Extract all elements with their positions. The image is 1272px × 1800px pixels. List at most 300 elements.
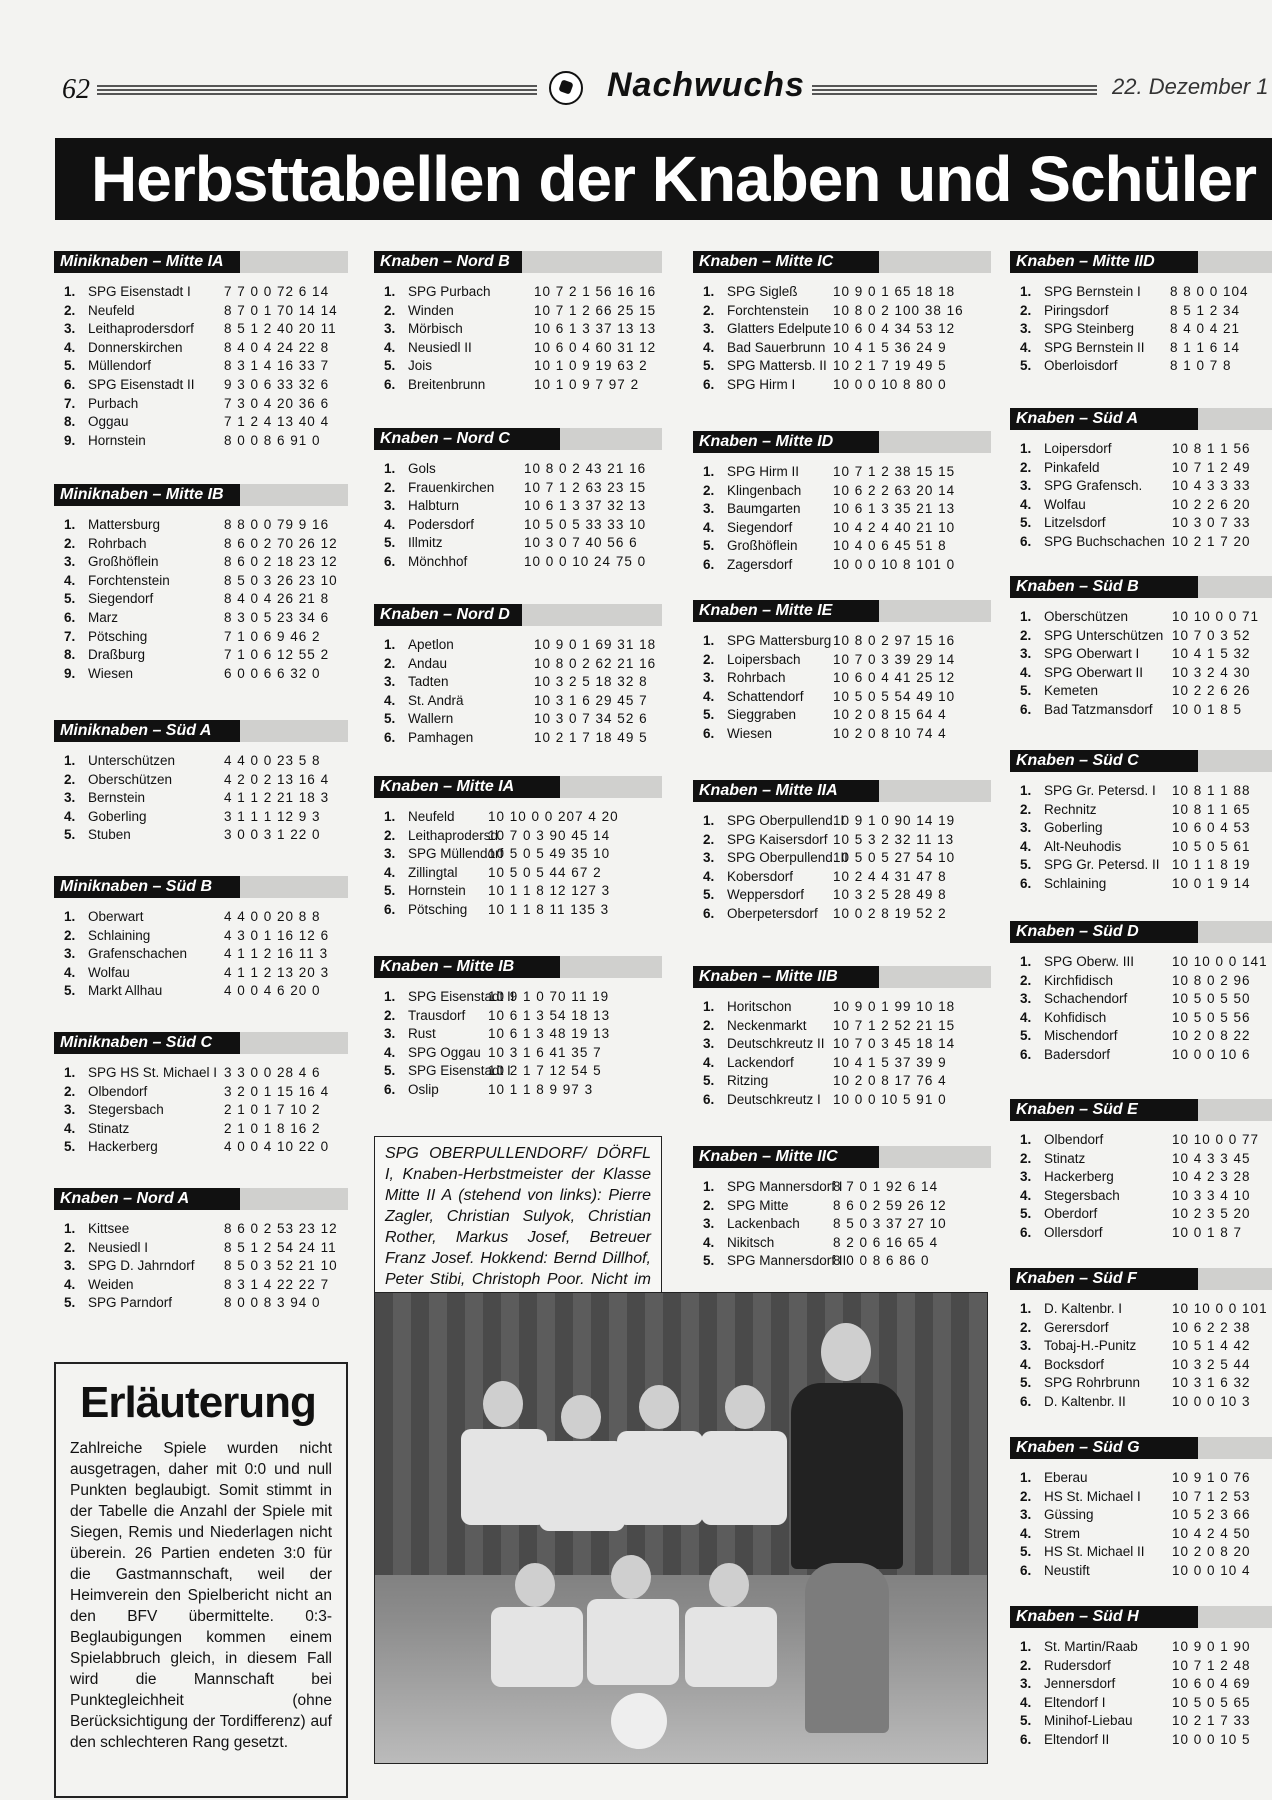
rank-cell: 5. <box>1020 358 1032 374</box>
rank-cell: 4. <box>1020 1694 1032 1710</box>
team-stats: 10 0 0 10 5 <box>1172 1731 1251 1747</box>
team-stats: 10 2 1 7 20 <box>1172 533 1251 549</box>
table-row <box>374 1062 662 1081</box>
team-name: SPG Eisenstadt I <box>88 284 191 299</box>
rank-cell: 4. <box>703 519 715 535</box>
table-row <box>54 927 348 946</box>
table-row <box>374 1007 662 1026</box>
table-row <box>54 789 348 808</box>
team-name: Kohfidisch <box>1044 1009 1107 1025</box>
team-stats: 10 2 1 7 12 54 5 <box>488 1063 602 1079</box>
team-name: SPG Mannersdorf II <box>727 1253 847 1269</box>
table-row <box>1010 1393 1272 1412</box>
table-title: Knaben – Mitte IIA <box>693 780 879 802</box>
rank-cell: 5. <box>384 535 396 551</box>
team-name: Nikitsch <box>727 1234 775 1250</box>
table-row <box>374 1025 662 1044</box>
rank-cell: 2. <box>703 651 715 667</box>
table-row <box>693 283 991 302</box>
team-stats: 10 0 1 9 14 <box>1172 875 1251 891</box>
rank-cell: 1. <box>703 464 715 479</box>
standings-table <box>1010 921 1272 1065</box>
team-stats: 10 4 2 4 50 <box>1172 1525 1251 1541</box>
team-stats: 8 3 1 4 22 22 7 <box>224 1276 330 1292</box>
table-row <box>1010 875 1272 894</box>
rank-cell: 3. <box>703 321 715 337</box>
team-name: SPG Kaisersdorf <box>727 831 828 847</box>
team-name: Hackerberg <box>1044 1169 1114 1185</box>
rank-cell: 4. <box>1020 1356 1032 1372</box>
team-stats: 10 10 0 0 207 4 20 <box>488 809 619 824</box>
team-stats: 10 5 0 5 54 49 10 <box>833 688 956 704</box>
photo-person <box>561 1395 601 1439</box>
rank-cell: 4. <box>64 1120 76 1136</box>
table-row <box>693 1252 991 1271</box>
team-stats: 10 4 2 4 40 21 10 <box>833 519 956 535</box>
team-stats: 8 8 0 0 104 <box>1170 284 1249 299</box>
table-row <box>693 812 991 831</box>
rank-cell: 5. <box>1020 1206 1032 1222</box>
explanation-title: Erläuterung <box>80 1378 316 1427</box>
rank-cell: 5. <box>703 1073 715 1089</box>
team-name: Schlaining <box>1044 875 1107 891</box>
rank-cell: 2. <box>1020 1150 1032 1166</box>
team-name: SPG Mattersb. II <box>727 358 827 374</box>
rank-cell: 3. <box>1020 1169 1032 1185</box>
table-title: Knaben – Mitte IC <box>693 251 879 273</box>
table-title: Miniknaben – Mitte IA <box>54 251 240 273</box>
team-name: Donnerskirchen <box>88 339 183 355</box>
rank-cell: 4. <box>703 688 715 704</box>
table-row <box>693 320 991 339</box>
team-name: Bad Tatzmansdorf <box>1044 701 1153 717</box>
table-row <box>693 725 991 744</box>
photo-person <box>491 1607 583 1687</box>
table-header <box>1010 750 1272 772</box>
table-row <box>693 998 991 1017</box>
team-name: Schachendorf <box>1044 991 1128 1007</box>
rank-cell: 6. <box>703 556 715 572</box>
team-name: Großhöflein <box>727 538 798 554</box>
team-name: D. Kaltenbr. II <box>1044 1393 1126 1409</box>
team-stats: 10 8 0 2 43 21 16 <box>524 461 647 476</box>
table-title: Knaben – Mitte IA <box>374 776 560 798</box>
team-name: Zillingtal <box>408 864 458 880</box>
table-row <box>54 357 348 376</box>
rank-cell: 6. <box>703 905 715 921</box>
team-stats: 10 3 0 7 40 56 6 <box>524 535 638 551</box>
team-name: Oberschützen <box>88 771 173 787</box>
team-stats: 8 4 0 4 21 <box>1170 321 1241 337</box>
table-title: Knaben – Mitte IB <box>374 956 560 978</box>
table-row <box>374 497 662 516</box>
rank-cell: 4. <box>64 964 76 980</box>
table-row <box>693 482 991 501</box>
team-name: Oberdorf <box>1044 1206 1098 1222</box>
table-row <box>374 845 662 864</box>
team-stats: 10 2 0 8 22 <box>1172 1028 1251 1044</box>
rank-cell: 4. <box>1020 1009 1032 1025</box>
team-name: Minihof-Liebau <box>1044 1713 1133 1729</box>
table-row <box>374 827 662 846</box>
team-name: Loipersdorf <box>1044 441 1112 456</box>
photo-person <box>685 1607 777 1687</box>
standings-table <box>693 600 991 744</box>
rank-cell: 3. <box>64 946 76 962</box>
rank-cell: 7. <box>64 395 76 411</box>
table-row <box>693 556 991 575</box>
team-stats: 8 5 0 3 26 23 10 <box>224 572 338 588</box>
rank-cell: 3. <box>64 321 76 337</box>
team-name: SPG Hirm I <box>727 376 796 392</box>
team-stats: 10 2 1 7 19 49 5 <box>833 358 947 374</box>
team-stats: 10 8 1 1 88 <box>1172 783 1251 798</box>
table-row <box>1010 477 1272 496</box>
table-row <box>693 1091 991 1110</box>
team-stats: 4 1 1 2 13 20 3 <box>224 964 330 980</box>
team-name: Klingenbach <box>727 482 802 498</box>
team-stats: 10 2 4 4 31 47 8 <box>833 868 947 884</box>
table-row <box>374 357 662 376</box>
table-row <box>1010 1356 1272 1375</box>
table-header <box>374 428 662 450</box>
team-name: Deutschkreutz I <box>727 1091 821 1107</box>
team-name: D. Kaltenbr. I <box>1044 1301 1123 1316</box>
team-name: Breitenbrunn <box>408 376 486 392</box>
table-row <box>54 590 348 609</box>
table-row <box>374 808 662 827</box>
table-row <box>1010 320 1272 339</box>
team-stats: 10 7 1 2 48 <box>1172 1657 1251 1673</box>
table-row <box>374 864 662 883</box>
table-row <box>693 463 991 482</box>
team-stats: 4 3 0 1 16 12 6 <box>224 927 330 943</box>
rank-cell: 4. <box>64 339 76 355</box>
team-stats: 8 7 0 1 92 6 14 <box>833 1179 939 1194</box>
rank-cell: 5. <box>64 591 76 607</box>
team-name: SPG Bernstein II <box>1044 339 1145 355</box>
table-row <box>54 982 348 1001</box>
rank-cell: 5. <box>1020 1028 1032 1044</box>
team-stats: 10 1 1 8 19 <box>1172 857 1251 873</box>
team-name: Wiesen <box>88 665 134 681</box>
team-stats: 10 3 2 5 44 <box>1172 1356 1251 1372</box>
team-stats: 10 6 0 4 41 25 12 <box>833 670 956 686</box>
team-name: Siegendorf <box>88 591 154 607</box>
table-row <box>1010 514 1272 533</box>
rank-cell: 3. <box>1020 1338 1032 1354</box>
table-row <box>1010 1675 1272 1694</box>
rank-cell: 6. <box>384 1081 396 1097</box>
page-header <box>52 68 1272 112</box>
team-name: Stegersbach <box>88 1102 164 1118</box>
rank-cell: 4. <box>384 692 396 708</box>
rank-cell: 1. <box>64 1221 76 1236</box>
table-row <box>54 572 348 591</box>
table-row <box>54 395 348 414</box>
team-stats: 8 7 0 1 70 14 14 <box>224 302 338 318</box>
rank-cell: 1. <box>384 809 396 824</box>
team-name: Kemeten <box>1044 683 1099 699</box>
rank-cell: 2. <box>384 827 396 843</box>
team-stats: 10 3 1 6 29 45 7 <box>534 692 648 708</box>
rank-cell: 5. <box>384 883 396 899</box>
table-row <box>374 655 662 674</box>
rank-cell: 3. <box>703 1036 715 1052</box>
table-row <box>374 479 662 498</box>
table-header <box>1010 1268 1272 1290</box>
photo-person <box>709 1563 749 1607</box>
rank-cell: 4. <box>703 868 715 884</box>
team-name: Loipersbach <box>727 651 801 667</box>
rank-cell: 1. <box>384 284 396 299</box>
photo-person <box>539 1441 625 1531</box>
team-stats: 10 7 0 3 39 29 14 <box>833 651 956 667</box>
team-name: SPG Eisenstadt II <box>88 376 195 392</box>
team-stats: 10 0 0 10 4 <box>1172 1562 1251 1578</box>
rank-cell: 6. <box>1020 1224 1032 1240</box>
table-row <box>1010 1374 1272 1393</box>
team-name: Pamhagen <box>408 729 474 745</box>
team-name: Deutschkreutz II <box>727 1036 825 1052</box>
team-stats: 10 10 0 0 141 <box>1172 954 1268 969</box>
team-stats: 10 0 0 10 8 80 0 <box>833 376 947 392</box>
rank-cell: 1. <box>703 999 715 1014</box>
table-row <box>1010 1046 1272 1065</box>
table-row <box>54 1257 348 1276</box>
table-row <box>1010 357 1272 376</box>
team-name: Bad Sauerbrunn <box>727 339 826 355</box>
table-row <box>693 831 991 850</box>
table-title: Knaben – Nord A <box>54 1188 240 1210</box>
table-title: Knaben – Süd D <box>1010 921 1198 943</box>
table-row <box>374 988 662 1007</box>
table-row <box>54 320 348 339</box>
table-row <box>54 908 348 927</box>
table-row <box>1010 608 1272 627</box>
team-name: Wallern <box>408 711 454 727</box>
team-stats: 10 3 2 5 28 49 8 <box>833 887 947 903</box>
table-title: Knaben – Süd E <box>1010 1099 1198 1121</box>
team-name: St. Martin/Raab <box>1044 1639 1138 1654</box>
team-name: SPG Buchschachen <box>1044 533 1165 549</box>
header-rule-left <box>97 85 537 95</box>
team-name: SPG Grafensch. <box>1044 478 1143 494</box>
rank-cell: 1. <box>384 461 396 476</box>
rank-cell: 3. <box>703 1216 715 1232</box>
table-row <box>693 1017 991 1036</box>
table-row <box>54 752 348 771</box>
table-header <box>374 956 662 978</box>
rank-cell: 1. <box>703 633 715 648</box>
team-name: SPG Parndorf <box>88 1295 173 1311</box>
team-stats: 8 5 1 2 40 20 11 <box>224 321 337 337</box>
headline: Herbsttabellen der Knaben und Schüler <box>55 138 1272 220</box>
team-name: Stegersbach <box>1044 1187 1120 1203</box>
table-row <box>693 376 991 395</box>
table-header <box>693 431 991 453</box>
table-row <box>374 302 662 321</box>
table-row <box>1010 1638 1272 1657</box>
table-row <box>54 339 348 358</box>
team-stats: 10 8 0 2 97 15 16 <box>833 633 956 648</box>
team-stats: 10 4 3 3 33 <box>1172 478 1251 494</box>
table-row <box>374 692 662 711</box>
table-row <box>693 500 991 519</box>
team-stats: 10 2 2 6 26 <box>1172 683 1251 699</box>
team-name: Kittsee <box>88 1221 130 1236</box>
table-header <box>54 876 348 898</box>
rank-cell: 1. <box>384 637 396 652</box>
team-name: SPG Oberw. III <box>1044 954 1135 969</box>
table-row <box>374 516 662 535</box>
header-rule-right <box>812 85 1097 95</box>
standings-table <box>693 431 991 575</box>
team-name: Leithaprodersd. <box>408 827 502 843</box>
team-name: Mattersburg <box>88 517 161 532</box>
rank-cell: 5. <box>384 1063 396 1079</box>
rank-cell: 3. <box>1020 1676 1032 1692</box>
rank-cell: 1. <box>1020 1639 1032 1654</box>
issue-date: 22. Dezember 1 <box>1112 74 1269 99</box>
team-name: Litzelsdorf <box>1044 515 1106 531</box>
team-name: Goberling <box>1044 820 1103 836</box>
table-row <box>1010 645 1272 664</box>
team-name: SPG Oberpullend. I <box>727 813 845 828</box>
team-name: Piringsdorf <box>1044 302 1109 318</box>
table-row <box>1010 1488 1272 1507</box>
rank-cell: 4. <box>384 1044 396 1060</box>
rank-cell: 3. <box>1020 321 1032 337</box>
table-row <box>1010 1150 1272 1169</box>
rank-cell: 3. <box>384 846 396 862</box>
team-name: Tobaj-H.-Punitz <box>1044 1338 1137 1354</box>
team-stats: 10 5 0 5 50 <box>1172 991 1251 1007</box>
team-stats: 3 2 0 1 15 16 4 <box>224 1083 330 1099</box>
rank-cell: 2. <box>64 1239 76 1255</box>
standings-table <box>693 780 991 924</box>
standings-table <box>54 251 348 450</box>
team-stats: 7 7 0 0 72 6 14 <box>224 284 330 299</box>
team-stats: 10 10 0 0 77 <box>1172 1132 1260 1147</box>
team-stats: 4 4 0 0 23 5 8 <box>224 753 321 768</box>
standings-table <box>54 876 348 1001</box>
rank-cell: 2. <box>1020 627 1032 643</box>
rank-cell: 5. <box>703 358 715 374</box>
table-header <box>1010 1606 1272 1628</box>
team-name: Oberpetersdorf <box>727 905 818 921</box>
table-header <box>54 251 348 273</box>
team-stats: 10 1 0 9 19 63 2 <box>534 358 648 374</box>
table-row <box>1010 1469 1272 1488</box>
table-header <box>1010 576 1272 598</box>
explanation-box <box>54 1362 348 1798</box>
rank-cell: 3. <box>1020 820 1032 836</box>
table-row <box>1010 339 1272 358</box>
team-stats: 10 9 1 0 90 14 19 <box>833 813 956 828</box>
photo-person <box>611 1555 651 1599</box>
table-row <box>54 1138 348 1157</box>
rank-cell: 1. <box>64 909 76 924</box>
photo-person <box>805 1563 889 1733</box>
rank-cell: 5. <box>703 707 715 723</box>
team-stats: 10 6 1 3 48 19 13 <box>488 1026 611 1042</box>
team-stats: 10 6 1 3 37 32 13 <box>524 498 647 514</box>
rank-cell: 2. <box>64 302 76 318</box>
team-name: SPG Oberwart I <box>1044 646 1140 662</box>
rank-cell: 5. <box>1020 683 1032 699</box>
photo-person <box>725 1385 765 1429</box>
standings-table <box>374 956 662 1100</box>
team-stats: 10 3 2 4 30 <box>1172 664 1251 680</box>
team-name: Stinatz <box>88 1120 130 1136</box>
team-stats: 8 5 0 3 52 21 10 <box>224 1258 338 1274</box>
team-stats: 10 3 0 7 33 <box>1172 515 1251 531</box>
rank-cell: 3. <box>384 674 396 690</box>
table-row <box>693 849 991 868</box>
standings-table <box>374 251 662 395</box>
table-row <box>1010 533 1272 552</box>
table-row <box>1010 1168 1272 1187</box>
team-name: Rohrbach <box>727 670 786 686</box>
team-name: SPG Bernstein I <box>1044 284 1141 299</box>
team-stats: 10 4 1 5 37 39 9 <box>833 1054 947 1070</box>
table-row <box>693 537 991 556</box>
table-row <box>1010 856 1272 875</box>
team-stats: 10 1 1 8 12 127 3 <box>488 883 611 899</box>
team-name: Eltendorf I <box>1044 1694 1106 1710</box>
table-row <box>54 553 348 572</box>
rank-cell: 2. <box>1020 1488 1032 1504</box>
team-name: Kirchfidisch <box>1044 972 1114 988</box>
rank-cell: 5. <box>64 1139 76 1155</box>
team-stats: 10 7 0 3 52 <box>1172 627 1251 643</box>
table-row <box>1010 283 1272 302</box>
rank-cell: 3. <box>64 790 76 806</box>
table-row <box>1010 1224 1272 1243</box>
rank-cell: 6. <box>64 376 76 392</box>
team-stats: 10 5 0 5 33 33 10 <box>524 516 647 532</box>
team-name: Neufeld <box>408 809 455 824</box>
rank-cell: 5. <box>64 1295 76 1311</box>
rank-cell: 6. <box>703 1091 715 1107</box>
photo-person <box>587 1599 679 1685</box>
team-name: Stinatz <box>1044 1150 1086 1166</box>
team-name: Frauenkirchen <box>408 479 495 495</box>
team-name: Rust <box>408 1026 436 1042</box>
table-row <box>54 376 348 395</box>
team-stats: 7 1 0 6 12 55 2 <box>224 647 330 663</box>
table-header <box>693 1146 991 1168</box>
rank-cell: 6. <box>384 729 396 745</box>
team-stats: 8 4 0 4 26 21 8 <box>224 591 330 607</box>
rank-cell: 3. <box>703 850 715 866</box>
table-row <box>693 1072 991 1091</box>
table-row <box>693 519 991 538</box>
table-row <box>54 945 348 964</box>
rank-cell: 2. <box>384 655 396 671</box>
team-stats: 4 1 1 2 21 18 3 <box>224 790 330 806</box>
team-name: Siegendorf <box>727 519 793 535</box>
team-stats: 10 2 3 5 20 <box>1172 1206 1251 1222</box>
team-stats: 8 5 1 2 54 24 11 <box>224 1239 337 1255</box>
rank-cell: 4. <box>64 572 76 588</box>
team-name: Halbturn <box>408 498 460 514</box>
rank-cell: 2. <box>64 535 76 551</box>
team-stats: 10 7 1 2 52 21 15 <box>833 1017 956 1033</box>
rank-cell: 4. <box>384 339 396 355</box>
team-name: Sieggraben <box>727 707 797 723</box>
